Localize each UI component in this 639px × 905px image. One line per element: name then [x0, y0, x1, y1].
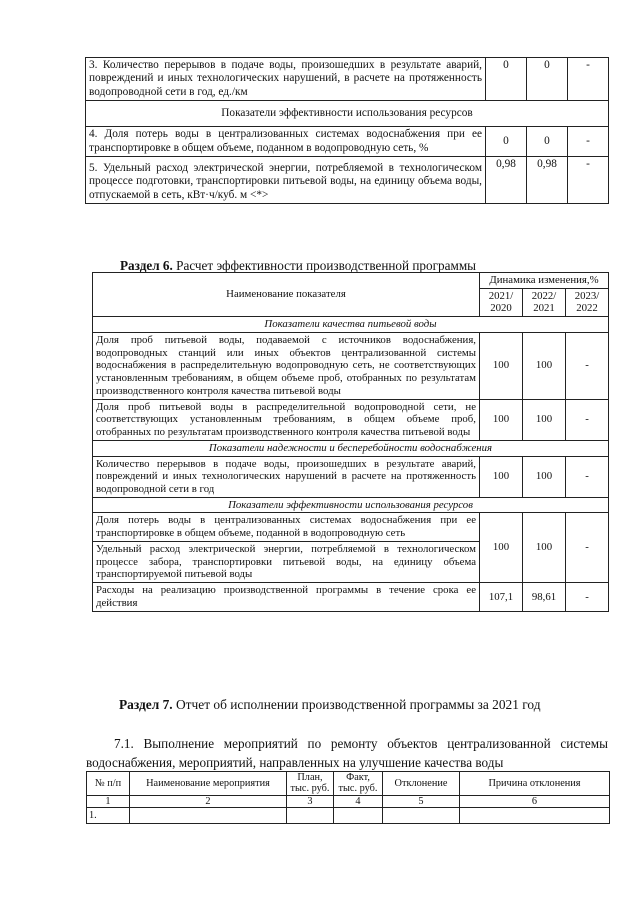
header-cell: № п/п	[87, 772, 130, 796]
header-dynamics: Динамика изменения,%	[480, 273, 609, 289]
table-row	[86, 156, 609, 203]
section-number: Раздел 7.	[119, 697, 173, 712]
indicator-value: -	[566, 513, 609, 583]
indicator-value: 100	[480, 399, 523, 440]
indicator-value: -	[568, 127, 609, 157]
indicator-label: 3. Количество перерывов в подаче воды, произошедших в результате аварий, повреждений и иных технологических нарушений, в расчете на протяженность водопроводной сети в год, ед./км	[86, 58, 486, 101]
indicator-label: 4. Доля потерь воды в централизованных системах водоснабжения при ее транспортировке в общем объеме, поданном в водопроводную сеть, %	[86, 127, 486, 157]
section-title: Расчет эффективности производственной программы	[176, 258, 477, 273]
indicator-label: Доля проб питьевой воды в распределительной водопроводной сети, не соответствующих установленным требованиям, в общем объеме проб, отобранных по результатам производственного контроля качества питьевой воды	[93, 399, 480, 440]
indicator-value: 0	[527, 58, 568, 101]
indicator-value: 100	[523, 456, 566, 497]
activities-report-table	[86, 771, 610, 824]
indicator-label: Расходы на реализацию производственной программы в течение срока ее действия	[93, 583, 480, 611]
section-title: Отчет об исполнении производственной программы за 2021 год	[176, 697, 541, 712]
header-cell: Отклонение	[383, 772, 460, 796]
indicator-label: Доля потерь воды в централизованных системах водоснабжения при ее транспортировке в общем объеме, поданной в водопроводную сеть	[93, 513, 480, 541]
section-7-heading	[119, 697, 541, 713]
table-row	[93, 583, 609, 611]
program-efficiency-table	[92, 272, 609, 612]
group-title: Показатели качества питьевой воды	[93, 317, 609, 333]
table-cell	[130, 807, 287, 823]
table-row	[93, 513, 609, 541]
header-cell: Факт, тыс. руб.	[334, 772, 383, 796]
table-cell	[383, 807, 460, 823]
header-year: 2021/ 2020	[480, 288, 523, 316]
section-title: Показатели эффективности использования ресурсов	[86, 100, 609, 126]
group-title-row	[93, 317, 609, 333]
indicator-label: Удельный расход электрической энергии, потребляемой в технологическом процессе забора, транспортировки питьевой воды, на единицу объема транспортируемой питьевой воды	[93, 541, 480, 582]
table-row	[87, 807, 610, 823]
indicator-value: -	[568, 156, 609, 203]
header-year: 2023/ 2022	[566, 288, 609, 316]
indicator-value: 100	[523, 399, 566, 440]
indicator-value: 0,98	[486, 156, 527, 203]
indicator-value: 107,1	[480, 583, 523, 611]
table-row	[86, 127, 609, 157]
header-year: 2022/ 2021	[523, 288, 566, 316]
table-cell	[334, 807, 383, 823]
indicator-value: 100	[523, 513, 566, 583]
table-header-row	[93, 273, 609, 289]
group-title: Показатели эффективности использования ресурсов	[93, 497, 609, 513]
column-number: 5	[383, 795, 460, 807]
table-row	[86, 58, 609, 101]
indicator-value: 0	[486, 127, 527, 157]
table-row	[87, 795, 610, 807]
indicator-value: 100	[480, 513, 523, 583]
indicator-label: Количество перерывов в подаче воды, произошедших в результате аварий, повреждений и иных технологических нарушений в расчете на протяженность водопроводной сети в год	[93, 456, 480, 497]
group-title: Показатели надежности и бесперебойности водоснабжения	[93, 440, 609, 456]
indicator-value: -	[566, 332, 609, 399]
indicator-label: Доля проб питьевой воды, подаваемой с источников водоснабжения, водопроводных станций или иных объектов централизованной системы водоснабжения в распределительную водопроводную сеть, не соответствующих установленным требованиям, в общем объеме проб, отобранных по результатам производственного контроля качества питьевой воды	[93, 332, 480, 399]
table-row	[93, 399, 609, 440]
efficiency-indicators-table	[85, 57, 609, 204]
indicator-value: -	[566, 456, 609, 497]
row-number: 1.	[87, 807, 130, 823]
indicator-value: 100	[523, 332, 566, 399]
group-title-row	[93, 440, 609, 456]
indicator-value: 0	[527, 127, 568, 157]
column-number: 2	[130, 795, 287, 807]
indicator-value: 100	[480, 332, 523, 399]
header-cell: Наименование мероприятия	[130, 772, 287, 796]
section-number: Раздел 6.	[120, 258, 173, 273]
column-number: 4	[334, 795, 383, 807]
table-header-row	[87, 772, 610, 796]
indicator-value: -	[566, 399, 609, 440]
indicator-value: 100	[480, 456, 523, 497]
header-name: Наименование показателя	[93, 273, 480, 317]
table-cell	[287, 807, 334, 823]
table-row	[93, 456, 609, 497]
indicator-value: -	[566, 583, 609, 611]
table-section-row	[86, 100, 609, 126]
indicator-value: 0,98	[527, 156, 568, 203]
header-cell: План, тыс. руб.	[287, 772, 334, 796]
indicator-value: 0	[486, 58, 527, 101]
header-cell: Причина отклонения	[460, 772, 610, 796]
table-cell	[460, 807, 610, 823]
column-number: 1	[87, 795, 130, 807]
table-row	[93, 332, 609, 399]
indicator-label: 5. Удельный расход электрической энергии, потребляемой в технологическом процессе подготовки, транспортировки питьевой воды, на единицу объема воды, отпускаемой в сеть, кВт·ч/куб. м <*>	[86, 156, 486, 203]
indicator-value: 98,61	[523, 583, 566, 611]
column-number: 3	[287, 795, 334, 807]
paragraph-7-1: 7.1. Выполнение мероприятий по ремонту объектов централизованной системы водоснабжения, мероприятий, направленных на улучшение качества воды	[86, 736, 608, 770]
group-title-row	[93, 497, 609, 513]
column-number: 6	[460, 795, 610, 807]
indicator-value: -	[568, 58, 609, 101]
